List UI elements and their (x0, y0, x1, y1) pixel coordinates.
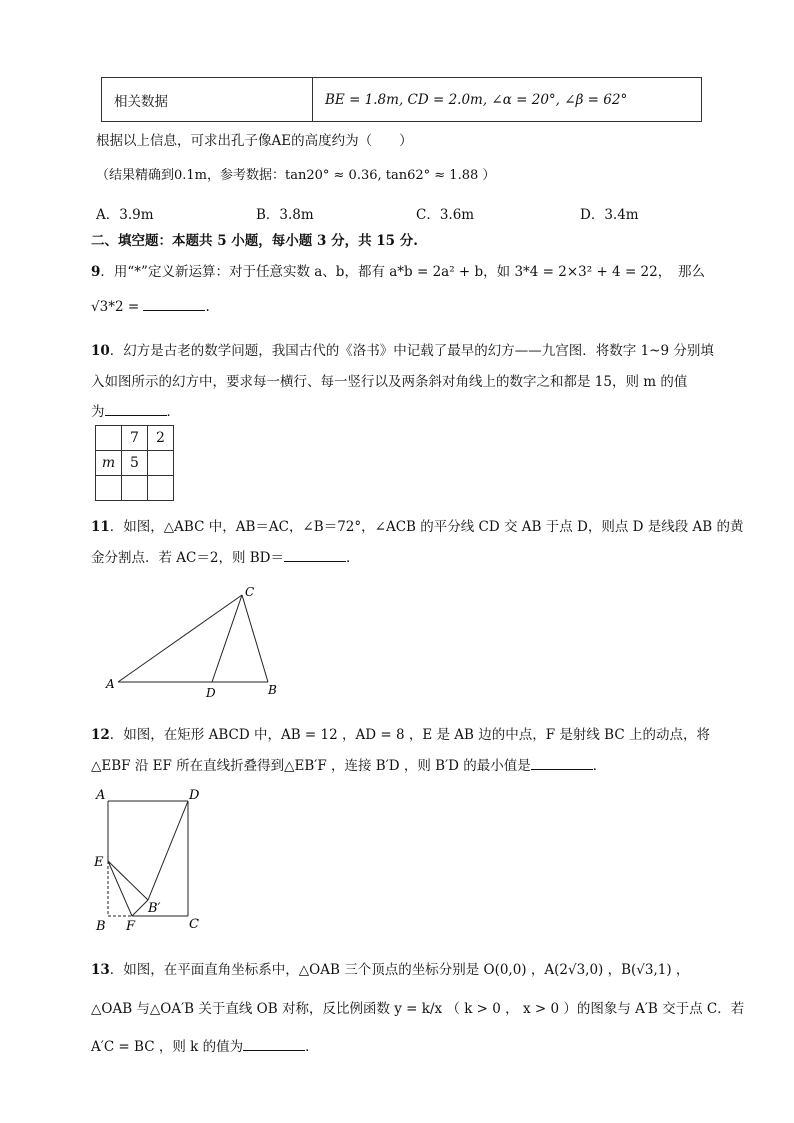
q8-option-a: A．3.9m (96, 207, 154, 223)
magic-cell: m (96, 451, 122, 476)
segment-eb-prime (108, 861, 148, 900)
segment-ef (108, 861, 132, 916)
label-c: C (245, 585, 255, 599)
q9-text: ．用“*”定义新运算：对于任意实数 a、b，都有 a*b = 2a² + b，如 3*4 = 2×3² + 4 = 22， 那么 (100, 264, 705, 280)
magic-cell: 7 (122, 426, 148, 451)
q9-number: 9 (91, 264, 101, 280)
magic-cell: 5 (122, 451, 148, 476)
q11-text-2: 金分割点．若 AC＝2，则 BD＝ (91, 550, 284, 566)
label-d: D (206, 686, 216, 700)
q12-text-1: ．如图，在矩形 ABCD 中，AB = 12 ，AD = 8 ，E 是 AB 边的中点，F 是射线 BC 上的动点，将 (109, 727, 710, 743)
q10-text-1: ．幻方是古老的数学问题，我国古代的《洛书》中记载了最早的幻方——九宫图．将数字 1~9 分别填 (109, 343, 714, 359)
q13-line2: △OAB 与△OA′B 关于直线 OB 对称，反比例函数 y = k/x （ k > 0 ， x > 0 ）的图象与 A′B 交于点 C．若 (91, 1001, 745, 1017)
data-table-value: BE = 1.8m, CD = 2.0m, ∠α = 20°, ∠β = 62° (313, 78, 702, 122)
label-f: F (126, 919, 136, 934)
label-e: E (94, 855, 104, 870)
q10-period: ． (166, 404, 180, 420)
q10-line2: 入如图所示的幻方中，要求每一横行、每一竖行以及两条斜对角线上的数字之和都是 15，则 m 的值 (91, 374, 688, 390)
q11-period: ． (346, 550, 360, 566)
segment-b-prime-d (148, 801, 188, 900)
q13-period: ． (305, 1039, 319, 1055)
q11-text-1: ．如图，△ABC 中，AB＝AC，∠B＝72°，∠ACB 的平分线 CD 交 AB 于点 D，则点 D 是线段 AB 的黄 (109, 519, 744, 535)
q12-period: ． (592, 758, 607, 774)
label-b: B (96, 919, 106, 934)
q13-line1 (91, 958, 689, 978)
q8-stem: 根据以上信息，可求出孔子像AE的高度约为（ ） (96, 133, 413, 149)
label-d: D (189, 788, 200, 803)
magic-cell: 2 (148, 426, 174, 451)
q11-number: 11 (91, 519, 110, 535)
q13-number: 13 (91, 962, 110, 978)
q9-period: . (205, 299, 210, 315)
q8-note: （结果精确到0.1m，参考数据：tan20° ≈ 0.36, tan62° ≈ 1.88 ） (96, 168, 496, 183)
q8-option-b: B．3.8m (256, 207, 314, 223)
q10-number: 10 (91, 343, 110, 359)
section-title: 二、填空题：本题共 5 小题，每小题 3 分，共 15 分. (91, 233, 418, 249)
data-table-label: 相关数据 (102, 78, 313, 122)
q13-line3 (91, 1035, 319, 1055)
label-b: B (268, 683, 277, 697)
label-c: C (189, 917, 199, 932)
label-b-prime: B′ (148, 901, 161, 916)
q12-number: 12 (91, 727, 110, 743)
segment-fb-prime (132, 900, 148, 916)
q9-expression: √3*2 = (91, 299, 140, 315)
q13-answer-blank[interactable] (243, 1049, 305, 1051)
q10-text-3: 为 (91, 404, 105, 420)
q13-text-3: A′C = BC ，则 k 的值为 (91, 1039, 244, 1055)
label-a: A (96, 788, 106, 803)
q13-text-1: ．如图，在平面直角坐标系中，△OAB 三个顶点的坐标分别是 O(0,0) ，A(2√3,0) ，B(√3,1) ， (109, 962, 690, 978)
q8-option-d: D．3.4m (580, 207, 639, 223)
label-a: A (106, 677, 115, 691)
q8-option-c: C．3.6m (416, 207, 475, 223)
q12-text-2: △EBF 沿 EF 所在直线折叠得到△EB′F ，连接 B′D ，则 B′D 的最小值是 (91, 758, 531, 774)
